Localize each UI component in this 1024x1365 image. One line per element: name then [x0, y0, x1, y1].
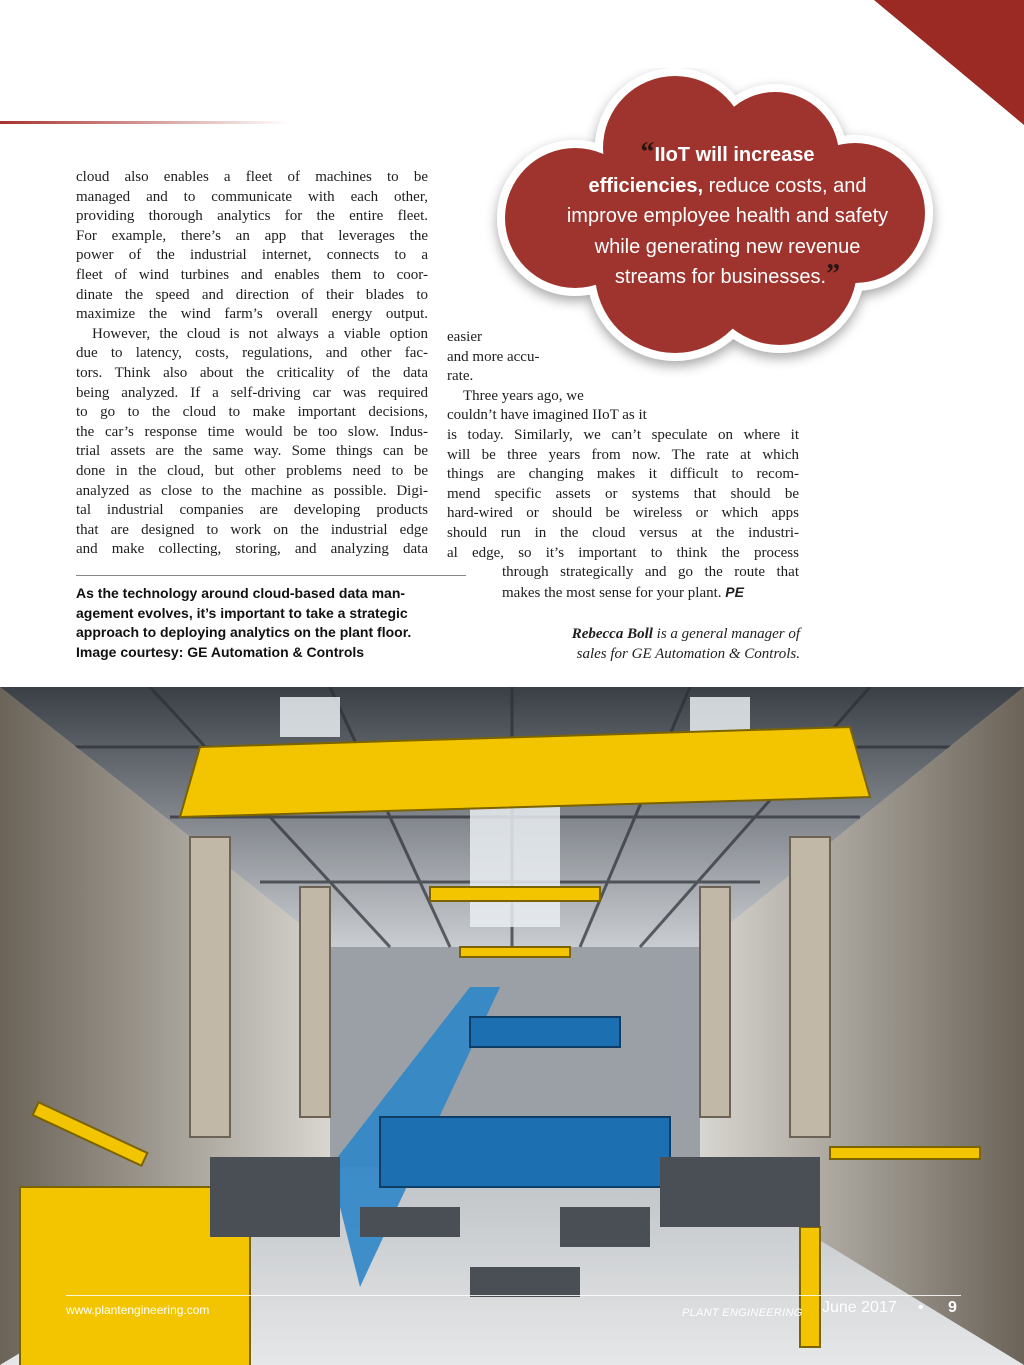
pull-quote-text-1: reduce costs, and	[703, 174, 867, 197]
text-line: analyzed as close to the machine as possible. Digi-	[76, 482, 428, 499]
body-column-1	[76, 168, 428, 560]
footer-magazine-name: PLANT ENGINEERING	[682, 1307, 803, 1319]
text-line: the car’s response time would be too slow. Indus-	[76, 423, 428, 440]
footer-rule	[66, 1295, 961, 1296]
text-line: power of the industrial internet, connects to a	[76, 247, 428, 264]
text-line: trial assets are the same way. Some things can be	[76, 443, 428, 460]
text-line: managed and to communicate with each other,	[76, 188, 428, 205]
photo-caption	[76, 584, 468, 662]
text-line: hard-wired or should be wireless or which apps	[447, 505, 799, 522]
text-line: al edge, so it’s important to think the process	[447, 544, 799, 561]
pull-quote-text-4: streams for businesses.	[614, 266, 827, 288]
text-line: fleet of wind turbines and enables them to coor-	[76, 266, 428, 283]
caption-line: agement evolves, it’s important to take a strategic	[76, 604, 408, 621]
open-quote-mark: “	[640, 137, 655, 168]
text-line: easier	[447, 329, 482, 345]
text-line: For example, there’s an app that leverages the	[76, 227, 428, 244]
closing-sentence: makes the most sense for your plant.	[502, 584, 722, 601]
text-line: to go to the cloud to make important decisions,	[76, 404, 428, 421]
byline-line-2: sales for GE Automation & Controls.	[576, 646, 800, 662]
byline-line-1	[502, 624, 800, 644]
pull-quote-bold-2: efficiencies,	[588, 174, 704, 197]
page-number: 9	[948, 1299, 957, 1316]
text-line: due to latency, costs, regulations, and other fac-	[76, 345, 428, 362]
text-line: through strategically and go the route that	[502, 564, 799, 581]
author-name: Rebecca Boll	[571, 626, 653, 642]
caption-line: As the technology around cloud-based data man-	[76, 585, 406, 601]
text-line: Three years ago, we	[463, 387, 584, 404]
pull-quote-text-2: improve employee health and safety	[566, 205, 889, 227]
text-line: should run in the cloud versus at the industri-	[447, 524, 799, 541]
text-line: mend specific assets or systems that should be	[447, 485, 799, 502]
pe-end-mark: PE	[725, 583, 744, 600]
text-line	[447, 583, 799, 604]
text-line: tal industrial companies are developing products	[76, 502, 428, 519]
byline-text-1: is a general manager of	[652, 626, 800, 642]
text-line: maximize the wind farm’s overall energy output.	[76, 306, 428, 323]
text-line: and more accu-	[447, 348, 540, 365]
pull-quote-text-3: while generating new revenue	[594, 235, 861, 258]
caption-line: approach to deploying analytics on the plant floor.	[76, 624, 412, 640]
text-line: and make collecting, storing, and analyzing data	[76, 541, 428, 558]
text-line: rate.	[447, 368, 474, 385]
text-line: However, the cloud is not always a viable option	[92, 325, 428, 342]
footer-issue-date: June 2017	[822, 1299, 897, 1316]
caption-rule	[76, 575, 466, 576]
footer-website-link[interactable]: www.plantengineering.com	[66, 1303, 210, 1317]
pull-quote-bold-1: IIoT will increase	[654, 144, 815, 166]
author-byline	[502, 624, 800, 664]
text-line: things are changing makes it difficult to recom-	[447, 466, 799, 483]
text-line: couldn’t have imagined IIoT as it	[447, 407, 647, 424]
text-line: tors. Think also about the criticality of the data	[76, 364, 428, 381]
footer-separator: •	[918, 1299, 924, 1316]
pull-quote	[535, 137, 920, 293]
factory-floor-photo	[0, 687, 1024, 1365]
text-line: cloud also enables a fleet of machines to be	[76, 169, 428, 185]
text-line: will be three years from now. The rate at which	[447, 446, 799, 463]
text-line: is today. Similarly, we can’t speculate on where it	[447, 426, 799, 443]
header-accent-rule	[0, 121, 290, 124]
text-line: that are designed to work on the industrial edge	[76, 521, 428, 538]
text-line: done in the cloud, but other problems need to be	[76, 462, 428, 479]
close-quote-mark: ”	[826, 259, 841, 290]
caption-line: Image courtesy: GE Automation & Controls	[76, 643, 365, 660]
text-line: providing thorough analytics for the entire fleet.	[76, 208, 428, 225]
text-line: dinate the speed and direction of their blades to	[76, 286, 428, 303]
text-line: being analyzed. If a self-driving car was required	[76, 384, 428, 401]
